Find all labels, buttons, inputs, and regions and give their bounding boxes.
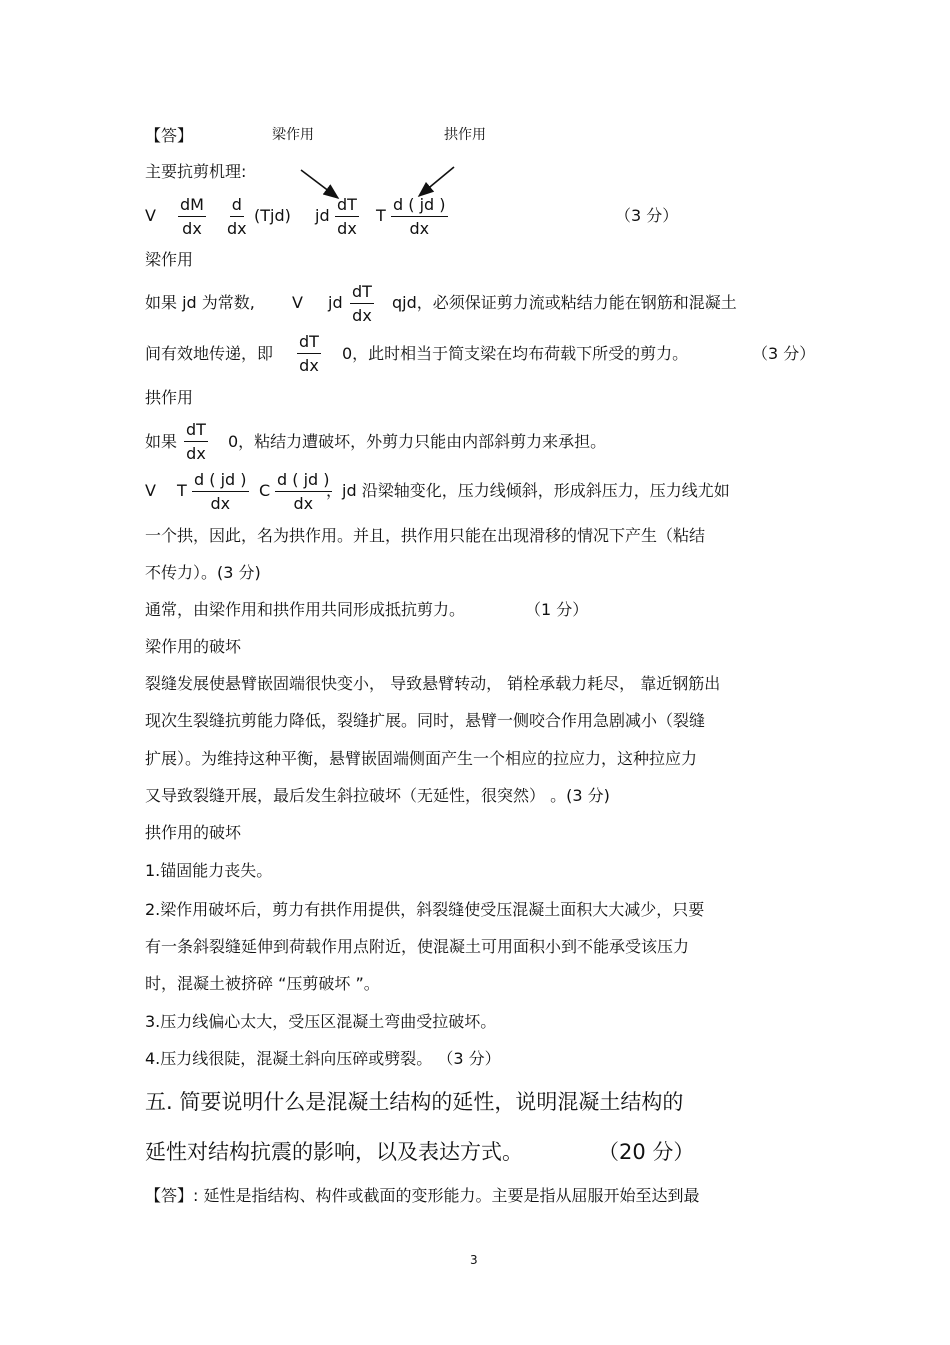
arch-text-1b: 0，粘结力遭破坏，外剪力只能由内部斜剪力来承担。 [228,432,607,451]
arch-fraction-2: $\frac{d ( jd )}{dx}$ [277,470,330,513]
eq-t: T [376,206,386,225]
eq-v: V [145,206,156,225]
eq-score: （3 分） [615,206,679,225]
mechanism-arrows [0,0,950,260]
beam-text-2b: 0，此时相当于简支梁在均布荷载下所受的剪力。 [342,344,689,363]
fraction-dT-dx: $\frac{dT}{dx}$ [337,195,357,238]
arch-v: V [145,481,156,500]
beam-failure-heading: 梁作用的破坏 [145,637,242,656]
arch-failure-line: 3.压力线偏心太大，受压区混凝土弯曲受拉破坏。 [145,1012,497,1031]
arch-text-2b: ，jd 沿梁轴变化，压力线倾斜，形成斜压力，压力线尤如 [326,481,730,500]
beam-action-label: 梁作用 [272,127,314,143]
fraction-djd-dx: $\frac{d ( jd )}{dx}$ [393,195,446,238]
arch-failure-line: 1.锚固能力丧失。 [145,861,273,880]
beam-fraction-dT-dx: $\frac{dT}{dx}$ [352,282,372,325]
beam-text-1b: qjd，必须保证剪力流或粘结力能在钢筋和混凝土 [392,293,737,312]
arch-failure-heading: 拱作用的破坏 [145,823,242,842]
arch-action-label: 拱作用 [444,127,486,143]
usually-text: 通常，由梁作用和拱作用共同形成抵抗剪力。 [145,600,466,619]
beam-failure-line: 扩展）。为维持这种平衡，悬臂嵌固端侧面产生一个相应的拉应力，这种拉应力 [145,749,698,768]
beam-jd: jd [328,293,343,312]
arch-t: T [177,481,187,500]
arch-text-3: 一个拱，因此，名为拱作用。并且，拱作用只能在出现滑移的情况下产生（粘结 [145,526,706,545]
arch-arrow [419,167,454,196]
arch-failure-line: 4.压力线很陡，混凝土斜向压碎或劈裂。 （3 分） [145,1049,501,1068]
fraction-dM-dx: $\frac{dM}{dx}$ [180,195,204,238]
arch-failure-line: 有一条斜裂缝延伸到荷载作用点附近，使混凝土可用面积小到不能承受该压力 [145,937,690,956]
fraction-d-dx: $\frac{d}{dx}$ [227,195,247,238]
beam-v: V [292,293,303,312]
eq-tjd: (Tjd) [254,206,291,225]
answer-tag: 【答】 [145,126,194,145]
beam-text-2a: 间有效地传递，即 [145,344,274,363]
arch-failure-line: 时，混凝土被挤碎 “压剪破坏 ”。 [145,974,380,993]
section-5-title: 五. 简要说明什么是混凝土结构的延性，说明混凝土结构的 [145,1090,684,1114]
arch-heading: 拱作用 [145,388,194,407]
beam-arrow [301,170,338,198]
usually-score: （1 分） [525,600,589,619]
arch-fraction-dT-dx: $\frac{dT}{dx}$ [186,420,206,463]
mechanism-title: 主要抗剪机理: [145,162,247,181]
answer-2-text: 【答】: 延性是指结构、构件或截面的变形能力。主要是指从屈服开始至达到最 [145,1186,700,1205]
beam-text-1a: 如果 jd 为常数, [145,293,255,312]
arch-text-1a: 如果 [145,432,178,451]
arch-text-4: 不传力）。(3 分) [145,563,261,582]
section-5-title-cont: 延性对结构抗震的影响，以及表达方式。 [145,1140,523,1164]
eq-jd: jd [315,206,330,225]
beam-failure-line: 裂缝发展使悬臂嵌固端很快变小， 导致悬臂转动， 销栓承载力耗尽， 靠近钢筋出 [145,674,721,693]
beam-score: （3 分） [752,344,816,363]
page-number: 3 [470,1253,478,1267]
arch-fraction-1: $\frac{d ( jd )}{dx}$ [194,470,247,513]
beam-failure-line: 现次生裂缝抗剪能力降低，裂缝扩展。同时，悬臂一侧咬合作用急剧减小（裂缝 [145,711,706,730]
beam-fraction-2: $\frac{dT}{dx}$ [299,332,319,375]
beam-failure-line: 又导致裂缝开展，最后发生斜拉破坏（无延性，很突然） 。(3 分) [145,786,610,805]
arch-c: C [259,481,271,500]
arch-failure-line: 2.梁作用破坏后，剪力有拱作用提供，斜裂缝使受压混凝土面积大大减少，只要 [145,900,705,919]
section-5-score: （20 分） [598,1140,695,1164]
beam-heading: 梁作用 [145,250,194,269]
